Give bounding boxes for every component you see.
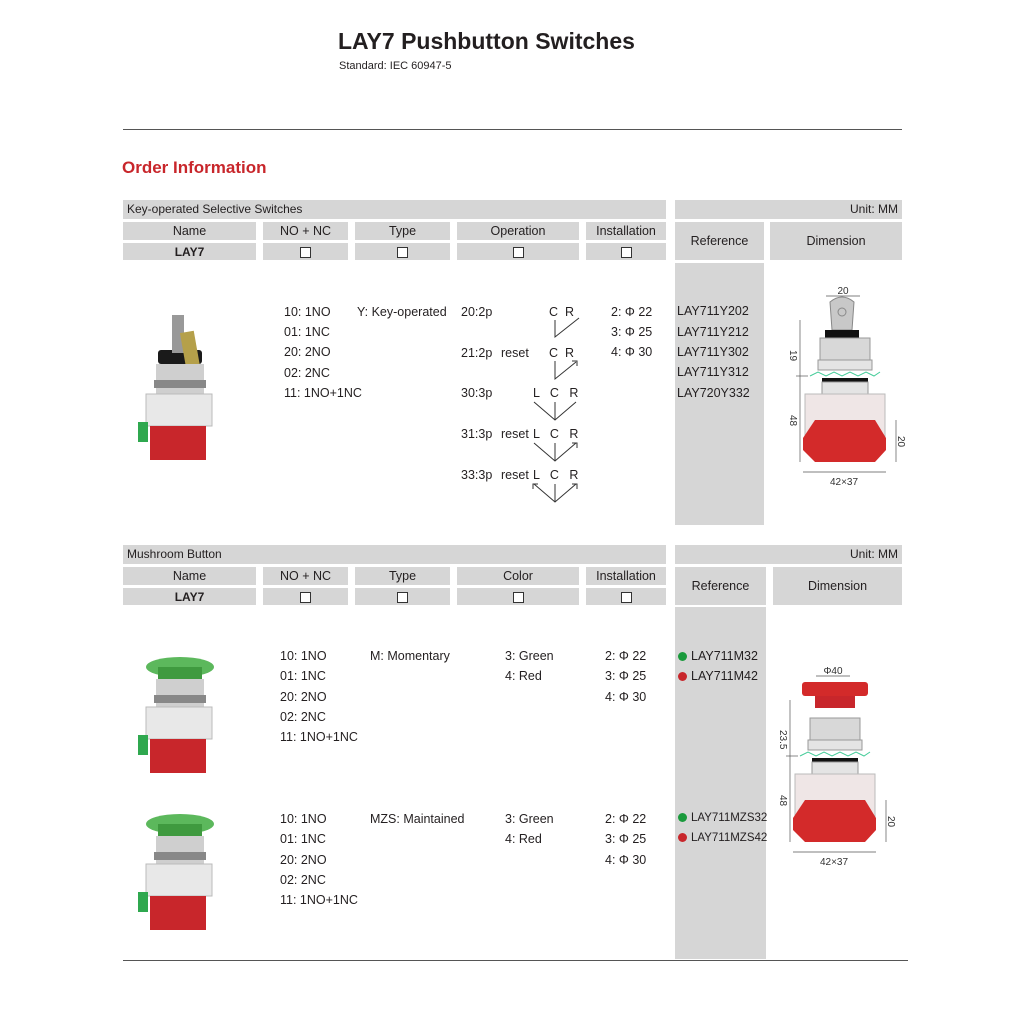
section-title: Order Information	[122, 158, 267, 177]
standard: Standard: IEC 60947-5	[339, 60, 452, 72]
operation-diagram	[520, 318, 590, 518]
divider	[123, 129, 902, 130]
dim-h3: 20	[885, 816, 896, 828]
dimension-drawing	[787, 286, 930, 510]
dim-top: Φ40	[823, 666, 843, 677]
operation-code: 33:3p	[461, 468, 493, 482]
name-value: LAY7	[123, 243, 256, 260]
option-checkbox[interactable]	[586, 588, 666, 605]
contact-option: 02: 2NC	[284, 366, 330, 380]
column-header: Color	[457, 567, 579, 585]
operation-positions: L C R	[533, 468, 579, 482]
operation-positions: C R	[549, 346, 574, 360]
operation-reset: reset	[501, 468, 529, 482]
unit-label: Unit: MM	[675, 200, 902, 219]
installation-option: 3: Φ 25	[611, 325, 653, 339]
dimension-header: Dimension	[770, 222, 902, 260]
column-header: Type	[355, 222, 450, 240]
color-option: 4: Red	[505, 832, 542, 846]
unit-label: Unit: MM	[675, 545, 902, 564]
type-option: M: Momentary	[370, 649, 450, 663]
operation-positions: L C R	[533, 386, 579, 400]
reference-code: LAY720Y332	[677, 386, 750, 400]
reference-header: Reference	[675, 222, 764, 260]
column-header: Type	[355, 567, 450, 585]
option-checkbox[interactable]	[457, 243, 579, 260]
installation-option: 3: Φ 25	[605, 669, 647, 683]
reference-code: LAY711Y212	[677, 325, 749, 339]
operation-reset: reset	[501, 427, 529, 441]
product-image	[128, 812, 228, 972]
installation-option: 4: Φ 30	[605, 690, 647, 704]
contact-option: 02: 2NC	[280, 710, 326, 724]
contact-option: 10: 1NO	[280, 649, 327, 663]
reference-code: LAY711M32	[678, 649, 758, 663]
reference-code: LAY711MZS42	[678, 832, 767, 844]
section-bar: Mushroom Button	[123, 545, 666, 564]
contact-option: 01: 1NC	[284, 325, 330, 339]
dim-top: 20	[837, 286, 849, 297]
page-title: LAY7 Pushbutton Switches	[338, 28, 635, 54]
option-checkbox[interactable]	[457, 588, 579, 605]
option-checkbox[interactable]	[355, 243, 450, 260]
reference-header: Reference	[675, 567, 766, 605]
contact-option: 01: 1NC	[280, 669, 326, 683]
contact-option: 02: 2NC	[280, 873, 326, 887]
operation-code: 21:2p	[461, 346, 493, 360]
column-header: Operation	[457, 222, 579, 240]
dim-h2: 48	[777, 795, 788, 807]
contact-option: 10: 1NO	[280, 812, 327, 826]
product-image	[128, 310, 228, 470]
reference-code: LAY711MZS32	[678, 812, 767, 824]
type-option: Y: Key-operated	[357, 305, 447, 319]
dimension-header: Dimension	[773, 567, 902, 605]
installation-option: 3: Φ 25	[605, 832, 647, 846]
color-option: 3: Green	[505, 812, 554, 826]
dim-h3: 20	[895, 436, 906, 448]
installation-option: 2: Φ 22	[605, 649, 647, 663]
operation-code: 30:3p	[461, 386, 493, 400]
operation-positions: C R	[549, 305, 574, 319]
contact-option: 10: 1NO	[284, 305, 331, 319]
type-option: MZS: Maintained	[370, 812, 465, 826]
operation-code: 31:3p	[461, 427, 493, 441]
dim-h1: 23.5	[777, 730, 788, 750]
installation-option: 4: Φ 30	[605, 853, 647, 867]
operation-code: 20:2p	[461, 305, 493, 319]
column-header: Name	[123, 567, 256, 585]
dim-base: 42×37	[819, 857, 849, 868]
contact-option: 20: 2NO	[280, 853, 327, 867]
option-checkbox[interactable]	[586, 243, 666, 260]
column-header: Installation	[586, 567, 666, 585]
installation-option: 4: Φ 30	[611, 345, 653, 359]
operation-reset: reset	[501, 346, 529, 360]
dimension-drawing	[777, 666, 920, 890]
option-checkbox[interactable]	[263, 588, 348, 605]
dim-base: 42×37	[829, 477, 859, 488]
operation-positions: L C R	[533, 427, 579, 441]
dim-h2: 48	[787, 415, 798, 427]
option-checkbox[interactable]	[355, 588, 450, 605]
contact-option: 11: 1NO+1NC	[280, 730, 358, 744]
contact-option: 11: 1NO+1NC	[280, 893, 358, 907]
product-image	[128, 655, 228, 815]
divider	[123, 960, 908, 961]
contact-option: 11: 1NO+1NC	[284, 386, 362, 400]
reference-code: LAY711Y202	[677, 304, 749, 318]
contact-option: 01: 1NC	[280, 832, 326, 846]
column-header: Name	[123, 222, 256, 240]
column-header: NO + NC	[263, 222, 348, 240]
contact-option: 20: 2NO	[280, 690, 327, 704]
color-option: 3: Green	[505, 649, 554, 663]
column-header: NO + NC	[263, 567, 348, 585]
reference-code: LAY711M42	[678, 669, 758, 683]
installation-option: 2: Φ 22	[611, 305, 653, 319]
option-checkbox[interactable]	[263, 243, 348, 260]
reference-code: LAY711Y302	[677, 345, 749, 359]
contact-option: 20: 2NO	[284, 345, 331, 359]
name-value: LAY7	[123, 588, 256, 605]
dim-h1: 19	[787, 350, 798, 362]
installation-option: 2: Φ 22	[605, 812, 647, 826]
section-bar: Key-operated Selective Switches	[123, 200, 666, 219]
reference-code: LAY711Y312	[677, 365, 749, 379]
column-header: Installation	[586, 222, 666, 240]
color-option: 4: Red	[505, 669, 542, 683]
